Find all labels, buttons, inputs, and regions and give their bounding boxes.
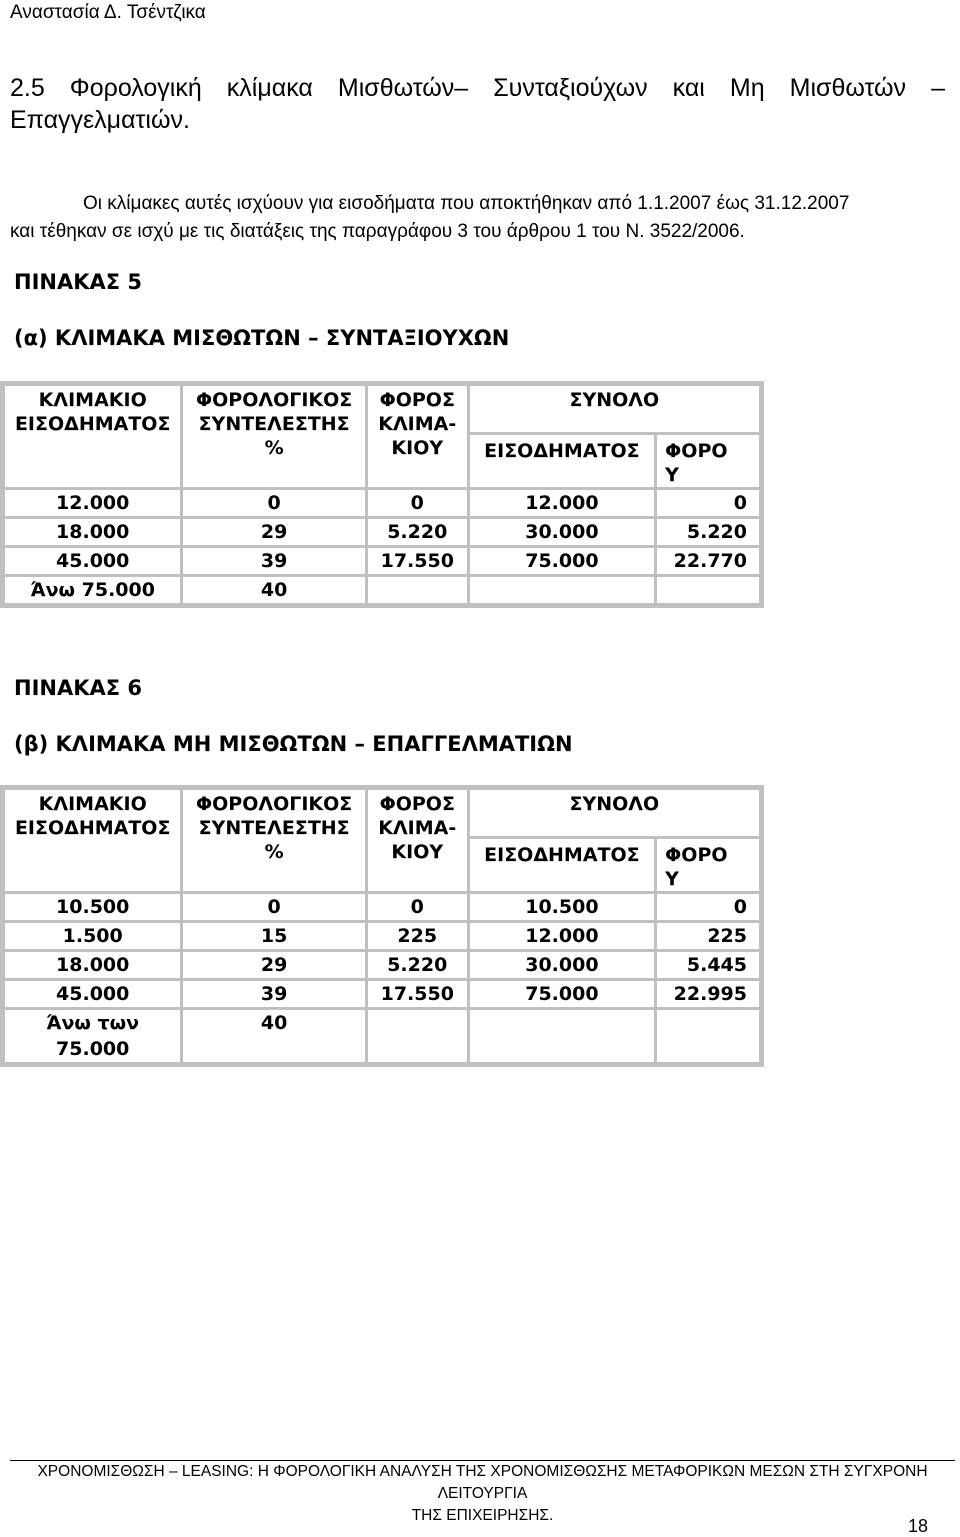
cell-tax: 0 [368, 894, 467, 920]
section-title-line2: Επαγγελματιών. [10, 106, 190, 134]
table-row [5, 894, 759, 920]
intro-paragraph [10, 190, 955, 246]
cell-bracket: Άνω των 75.000 [5, 1010, 180, 1062]
table5-subtitle: (α) ΚΛΙΜΑΚΑ ΜΙΣΘΩΤΩΝ – ΣΥΝΤΑΞΙΟΥΧΩΝ [14, 326, 510, 350]
table-row [5, 1010, 759, 1062]
table6-label: ΠΙΝΑΚΑΣ 6 [14, 676, 143, 700]
cell-rate: 0 [183, 894, 364, 920]
footer-line1: ΧΡΟΝΟΜΙΣΘΩΣΗ – LEASING: Η ΦΟΡΟΛΟΓΙΚΗ ΑΝΑΛΥΣΗ ΤΗΣ ΧΡΟΝΟΜΙΣΘΩΣΗΣ ΜΕΤΑΦΟΡΙΚΩΝ ΜΕΣΩΝ ΣΤΗ ΣΥΓΧΡΟΝΗ ΛΕΙΤΟΥΡΓΙΑ [37, 1463, 928, 1502]
table5-header-total: ΣΥΝΟΛΟ [470, 386, 759, 432]
cell-rate: 15 [183, 923, 364, 949]
table-row [5, 577, 759, 603]
cell-total-income: 75.000 [470, 548, 654, 574]
table6-header-total-income: ΕΙΣΟΔΗΜΑΤΟΣ [470, 839, 654, 891]
table6-subtitle: (β) ΚΛΙΜΑΚΑ ΜΗ ΜΙΣΘΩΤΩΝ – ΕΠΑΓΓΕΛΜΑΤΙΩΝ [14, 732, 573, 756]
intro-line1: Οι κλίμακες αυτές ισχύουν για εισοδήματα που αποκτήθηκαν από 1.1.2007 έως 31.12.2007 [83, 193, 850, 214]
cell-rate: 0 [183, 490, 364, 516]
cell-total-income: 75.000 [470, 981, 654, 1007]
cell-total-income [470, 577, 654, 603]
cell-total-tax: 5.220 [657, 519, 759, 545]
cell-total-tax: 0 [657, 490, 759, 516]
cell-total-tax: 5.445 [657, 952, 759, 978]
cell-total-tax [657, 1010, 759, 1062]
table-row [5, 548, 759, 574]
footer-line2: ΤΗΣ ΕΠΙΧΕΙΡΗΣΗΣ. [411, 1507, 554, 1524]
cell-tax: 5.220 [368, 519, 467, 545]
cell-bracket: 45.000 [5, 981, 180, 1007]
table5-header-bracket: ΚΛΙΜΑΚΙΟ ΕΙΣΟΔΗΜΑΤΟΣ [5, 386, 180, 487]
page-number: 18 [907, 1516, 928, 1536]
cell-total-tax: 22.995 [657, 981, 759, 1007]
cell-tax [368, 1010, 467, 1062]
section-title [10, 72, 945, 136]
table5-grid [2, 383, 762, 606]
cell-rate: 39 [183, 981, 364, 1007]
cell-tax: 17.550 [368, 981, 467, 1007]
cell-rate: 40 [183, 577, 364, 603]
cell-bracket: 18.000 [5, 952, 180, 978]
intro-line2: και τέθηκαν σε ισχύ με τις διατάξεις της παραγράφου 3 του άρθρου 1 του Ν. 3522/2006. [10, 221, 745, 242]
cell-total-tax: 22.770 [657, 548, 759, 574]
table-row [5, 952, 759, 978]
cell-total-tax [657, 577, 759, 603]
table6-grid [2, 787, 762, 1065]
cell-total-income: 30.000 [470, 952, 654, 978]
cell-tax: 225 [368, 923, 467, 949]
cell-total-income: 12.000 [470, 923, 654, 949]
cell-bracket: Άνω 75.000 [5, 577, 180, 603]
cell-tax: 17.550 [368, 548, 467, 574]
cell-total-tax: 0 [657, 894, 759, 920]
table5-header-rate: ΦΟΡΟΛΟΓΙΚΟΣ ΣΥΝΤΕΛΕΣΤΗΣ % [183, 386, 364, 487]
cell-rate: 40 [183, 1010, 364, 1062]
table-row [5, 923, 759, 949]
table-row [5, 490, 759, 516]
table5 [0, 381, 764, 608]
cell-rate: 29 [183, 952, 364, 978]
cell-tax: 0 [368, 490, 467, 516]
cell-bracket: 10.500 [5, 894, 180, 920]
cell-rate: 39 [183, 548, 364, 574]
table6 [0, 785, 764, 1067]
table6-header-tax: ΦΟΡΟΣ ΚΛΙΜΑ- ΚΙΟΥ [368, 790, 467, 891]
cell-total-income: 12.000 [470, 490, 654, 516]
cell-bracket: 12.000 [5, 490, 180, 516]
table-row [5, 981, 759, 1007]
page-footer [10, 1460, 955, 1527]
table6-header-total-tax: ΦΟΡΟ Υ [657, 839, 759, 891]
cell-bracket: 1.500 [5, 923, 180, 949]
cell-bracket: 18.000 [5, 519, 180, 545]
cell-total-income: 10.500 [470, 894, 654, 920]
table5-header-total-income: ΕΙΣΟΔΗΜΑΤΟΣ [470, 435, 654, 487]
author-name: Αναστασία Δ. Τσέντζικα [10, 2, 206, 23]
table5-header-tax: ΦΟΡΟΣ ΚΛΙΜΑ- ΚΙΟΥ [368, 386, 467, 487]
section-title-line1: 2.5 Φορολογική κλίμακα Μισθωτών– Συνταξιούχων και Μη Μισθωτών – [10, 74, 945, 102]
cell-total-tax: 225 [657, 923, 759, 949]
table5-header-total-tax: ΦΟΡΟ Υ [657, 435, 759, 487]
cell-total-income [470, 1010, 654, 1062]
table6-header-total: ΣΥΝΟΛΟ [470, 790, 759, 836]
cell-rate: 29 [183, 519, 364, 545]
table5-label: ΠΙΝΑΚΑΣ 5 [14, 270, 143, 294]
cell-tax [368, 577, 467, 603]
cell-bracket: 45.000 [5, 548, 180, 574]
table6-header-rate: ΦΟΡΟΛΟΓΙΚΟΣ ΣΥΝΤΕΛΕΣΤΗΣ % [183, 790, 364, 891]
cell-tax: 5.220 [368, 952, 467, 978]
table6-header-bracket: ΚΛΙΜΑΚΙΟ ΕΙΣΟΔΗΜΑΤΟΣ [5, 790, 180, 891]
table-row [5, 519, 759, 545]
cell-total-income: 30.000 [470, 519, 654, 545]
